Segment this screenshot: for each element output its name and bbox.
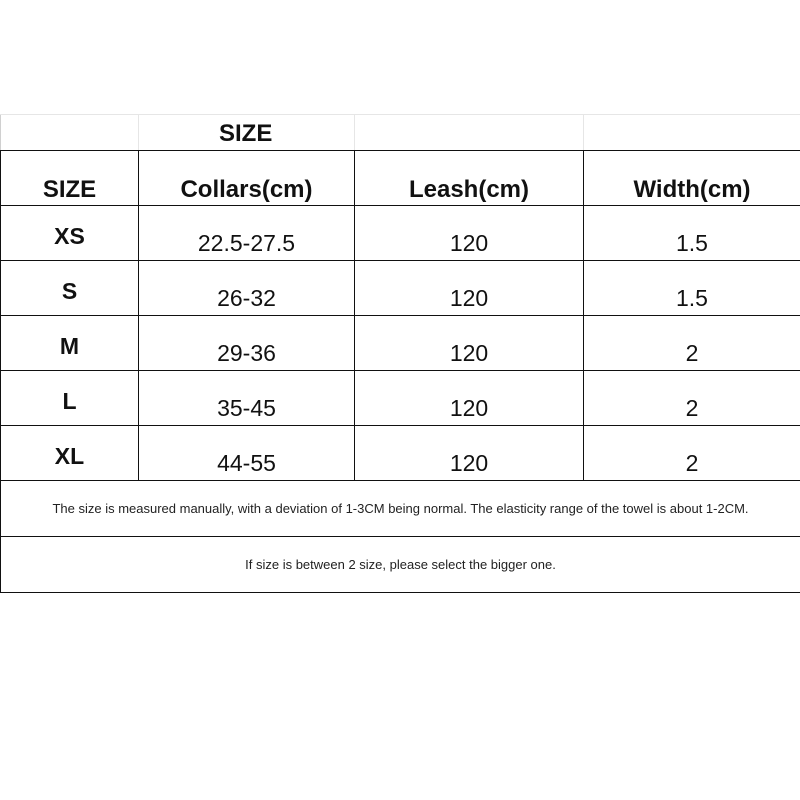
- title-blank-cell: [1, 115, 139, 151]
- table-row: [1, 371, 800, 426]
- size-label: M: [1, 316, 139, 371]
- title-row: [1, 115, 800, 151]
- leash-value: 120: [355, 371, 584, 426]
- title-blank-cell: [584, 115, 800, 151]
- collars-value: 22.5-27.5: [139, 206, 355, 261]
- width-value: 1.5: [584, 261, 800, 316]
- header-collars: Collars(cm): [139, 151, 355, 206]
- header-row: [1, 151, 800, 206]
- width-value: 2: [584, 316, 800, 371]
- title-blank-cell: [355, 115, 584, 151]
- header-width: Width(cm): [584, 151, 800, 206]
- table-row: [1, 261, 800, 316]
- table-row: [1, 426, 800, 481]
- width-value: 2: [584, 371, 800, 426]
- size-label: XL: [1, 426, 139, 481]
- table-title: [139, 115, 355, 151]
- measurement-note: The size is measured manually, with a deviation of 1-3CM being normal. The elasticity range of the towel is about 1-2CM.: [1, 481, 800, 537]
- table-title-text: SIZE: [219, 120, 273, 147]
- leash-value: 120: [355, 316, 584, 371]
- size-label: S: [1, 261, 139, 316]
- leash-value: 120: [355, 426, 584, 481]
- collars-value: 29-36: [139, 316, 355, 371]
- collars-value: 44-55: [139, 426, 355, 481]
- header-size: SIZE: [1, 151, 139, 206]
- size-label: XS: [1, 206, 139, 261]
- collars-value: 35-45: [139, 371, 355, 426]
- size-label: L: [1, 371, 139, 426]
- width-value: 2: [584, 426, 800, 481]
- table-row: [1, 206, 800, 261]
- leash-value: 120: [355, 206, 584, 261]
- table-row: [1, 316, 800, 371]
- size-chart-table: [0, 114, 800, 593]
- size-selection-note: If size is between 2 size, please select the bigger one.: [1, 537, 800, 593]
- width-value: 1.5: [584, 206, 800, 261]
- note-row: [1, 481, 800, 537]
- leash-value: 120: [355, 261, 584, 316]
- header-leash: Leash(cm): [355, 151, 584, 206]
- note-row: [1, 537, 800, 593]
- collars-value: 26-32: [139, 261, 355, 316]
